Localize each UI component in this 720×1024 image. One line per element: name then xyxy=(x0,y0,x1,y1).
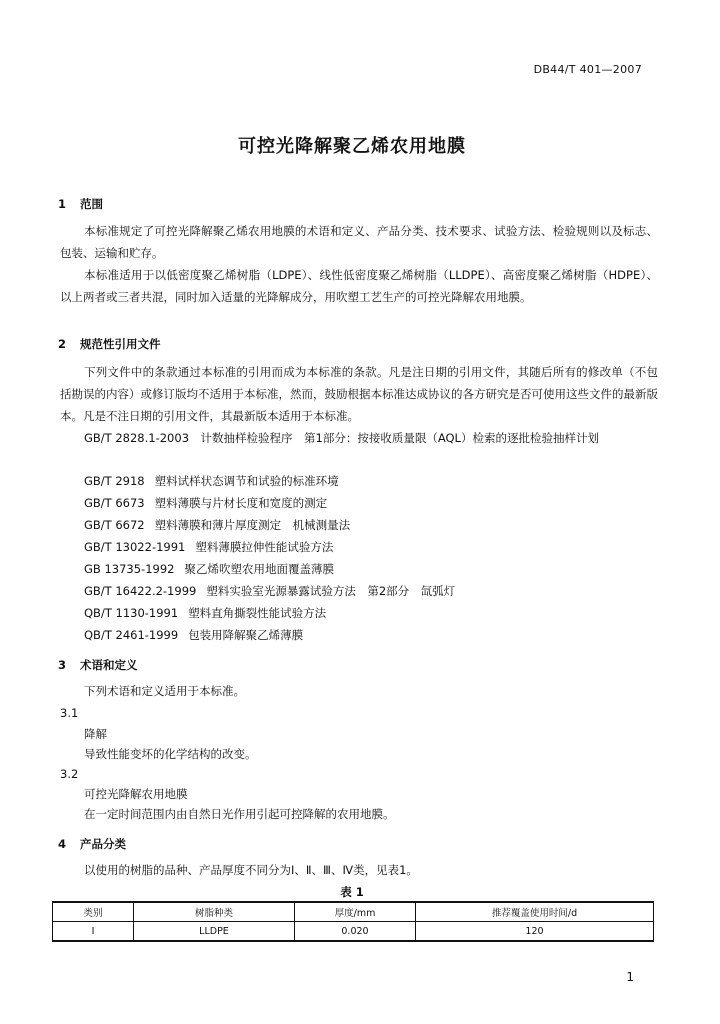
reference-code: GB/T 6673 xyxy=(84,496,145,510)
section-number: 2 xyxy=(58,337,67,351)
section-2-paragraph-1: 下列文件中的条款通过本标准的引用而成为本标准的条款。凡是注日期的引用文件，其随后所有的修改单（不包括勘误的内容）或修订版均不适用于本标准，然而，鼓励根据本标准达成协议的各方研究是否可使用这些文件的最新版本。凡是不注日期的引用文件，其最新版本适用于本标准。 xyxy=(60,365,658,423)
section-2-heading xyxy=(58,336,161,352)
section-title: 术语和定义 xyxy=(80,658,138,672)
section-title: 规范性引用文件 xyxy=(80,337,161,351)
standard-code: DB44/T 401—2007 xyxy=(533,63,642,76)
reference-item xyxy=(84,539,333,555)
reference-title: 塑料实验室光源暴露试验方法 第2部分 氙弧灯 xyxy=(206,584,456,598)
page-number: 1 xyxy=(626,970,634,984)
section-3-intro: 下列术语和定义适用于本标准。 xyxy=(84,684,245,698)
table-caption: 表 1 xyxy=(340,885,364,899)
section-1-paragraph-1: 本标准规定了可控光降解聚乙烯农用地膜的术语和定义、产品分类、技术要求、试验方法、检验规则以及标志、包装、运输和贮存。 xyxy=(60,224,658,260)
reference-item xyxy=(84,583,455,599)
table-cell: LLDPE xyxy=(134,922,295,942)
reference-item xyxy=(84,561,334,577)
table-header-cell: 类别 xyxy=(53,902,134,922)
section-4-heading xyxy=(58,836,126,852)
term-number: 3.1 xyxy=(60,706,79,720)
reference-title: 塑料试样状态调节和试验的标准环境 xyxy=(154,474,339,488)
term-name: 可控光降解农用地膜 xyxy=(84,787,188,801)
reference-item xyxy=(84,473,339,489)
table-cell: 0.020 xyxy=(295,922,416,942)
reference-code: QB/T 2461-1999 xyxy=(84,628,179,642)
reference-code: QB/T 1130-1991 xyxy=(84,606,179,620)
section-number: 1 xyxy=(58,197,67,211)
section-number: 3 xyxy=(58,658,67,672)
section-title: 产品分类 xyxy=(80,837,126,851)
reference-title: 聚乙烯吹塑农用地面覆盖薄膜 xyxy=(184,562,334,576)
section-4-paragraph-1: 以使用的树脂的品种、产品厚度不同分为Ⅰ、Ⅱ、Ⅲ、Ⅳ类，见表1。 xyxy=(84,863,418,877)
table-header-cell: 推荐覆盖使用时间/d xyxy=(416,902,654,922)
reference-title: 塑料薄膜拉伸性能试验方法 xyxy=(195,540,334,554)
reference-item: GB/T 2828.1-2003 计数抽样检验程序 第1部分：按接收质量限（AQL）检索的逐批检验抽样计划 xyxy=(84,431,599,445)
reference-item xyxy=(84,627,303,643)
reference-code: GB/T 2918 xyxy=(84,474,145,488)
reference-item xyxy=(84,517,350,533)
document-title: 可控光降解聚乙烯农用地膜 xyxy=(238,136,466,157)
reference-code: GB/T 16422.2-1999 xyxy=(84,584,197,598)
reference-title: 塑料薄膜和薄片厚度测定 机械测量法 xyxy=(154,518,351,532)
section-3-heading xyxy=(58,657,138,673)
table-cell: 120 xyxy=(416,922,654,942)
reference-code: GB 13735-1992 xyxy=(84,562,175,576)
term-number: 3.2 xyxy=(60,767,79,781)
section-number: 4 xyxy=(58,837,67,851)
reference-title: 塑料薄膜与片材长度和宽度的测定 xyxy=(154,496,328,510)
term-definition: 在一定时间范围内由自然日光作用引起可控降解的农用地膜。 xyxy=(84,807,395,821)
product-class-table xyxy=(52,901,654,942)
section-1-paragraph-2: 本标准适用于以低密度聚乙烯树脂（LDPE）、线性低密度聚乙烯树脂（LLDPE）、高密度聚乙烯树脂（HDPE）、以上两者或三者共混，同时加入适量的光降解成分，用吹塑工艺生产的可控光降解农用地膜。 xyxy=(60,268,658,304)
table-row xyxy=(53,922,654,942)
section-title: 范围 xyxy=(80,197,103,211)
reference-title: 塑料直角撕裂性能试验方法 xyxy=(188,606,327,620)
section-1-heading xyxy=(58,196,103,212)
reference-title: 包装用降解聚乙烯薄膜 xyxy=(188,628,304,642)
reference-code: GB/T 13022-1991 xyxy=(84,540,186,554)
term-definition: 导致性能变坏的化学结构的改变。 xyxy=(84,747,257,761)
table-header-row xyxy=(53,902,654,922)
reference-item xyxy=(84,605,326,621)
term-name: 降解 xyxy=(84,727,107,741)
reference-item xyxy=(84,495,327,511)
table-cell: Ⅰ xyxy=(53,922,134,942)
reference-code: GB/T 6672 xyxy=(84,518,145,532)
table-header-cell: 厚度/mm xyxy=(295,902,416,922)
table-header-cell: 树脂种类 xyxy=(134,902,295,922)
